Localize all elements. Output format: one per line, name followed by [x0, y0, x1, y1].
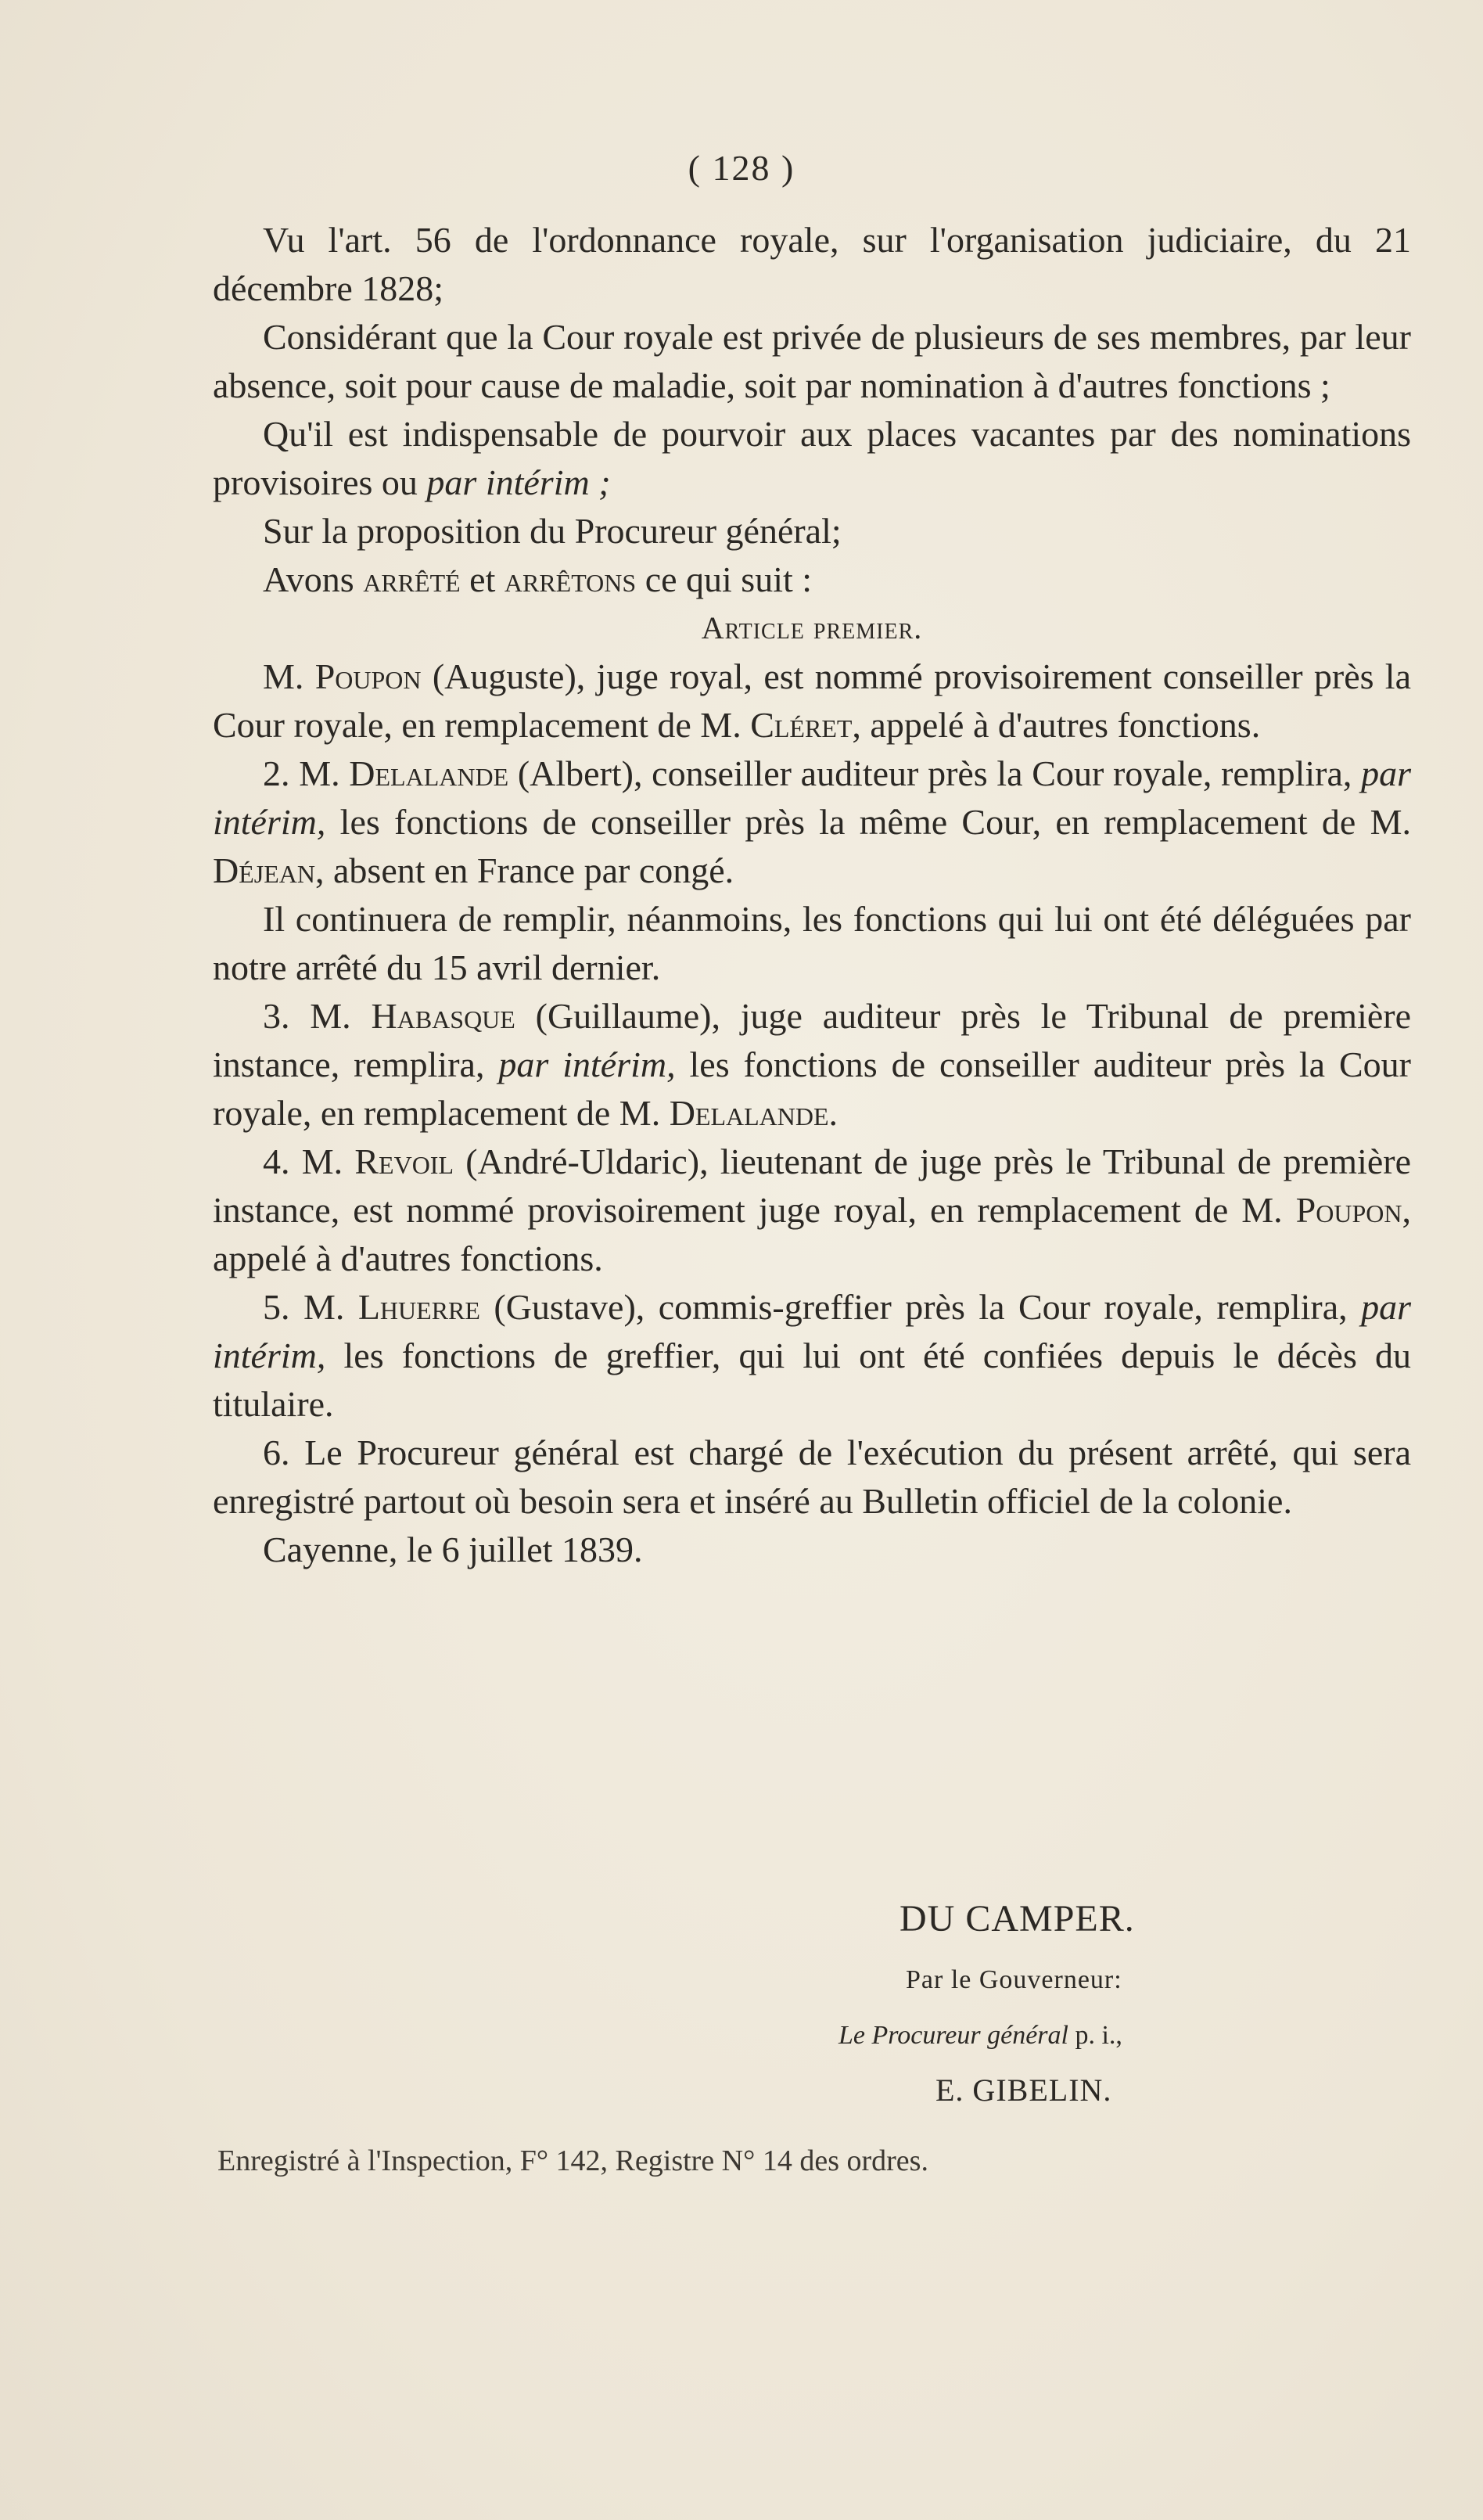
signature-gibelin: E. GIBELIN.: [935, 2072, 1112, 2108]
text-segment: et: [460, 559, 505, 599]
person-name: Poupon: [314, 656, 422, 696]
text-segment: , appelé à d'autres fonctions.: [852, 705, 1261, 745]
text-segment: (André-Uldaric), lieutenant de juge près le Tribunal de première instance, est nommé provisoirement juge royal, en remplacement de M.: [213, 1141, 1411, 1230]
procureur-suffix: p. i.,: [1068, 2021, 1122, 2050]
person-name: Revoil: [354, 1141, 454, 1181]
person-name: Delalande: [349, 753, 509, 793]
text-segment: 5. M.: [263, 1287, 358, 1327]
text-segment: , appelé à d'autres fonctions.: [213, 1190, 1411, 1278]
text-segment: les fonctions de conseiller près la même Cour, en remplacement de M.: [325, 802, 1411, 842]
text-segment: Qu'il est indispensable de pourvoir aux places vacantes par des nominations provisoires ou: [213, 414, 1411, 502]
document-body: [213, 216, 1411, 1574]
text-segment: les fonctions de greffier, qui lui ont été confiées depuis le décès du titulaire.: [213, 1335, 1411, 1424]
person-name: Déjean: [213, 850, 315, 890]
paragraph-proposition: Sur la proposition du Procureur général;: [263, 511, 842, 551]
text-segment: ce qui suit :: [636, 559, 813, 599]
article-2: [213, 750, 1411, 895]
italic-segment: par intérim,: [213, 1287, 1412, 1375]
text-segment: , absent en France par congé.: [315, 850, 734, 890]
text-segment: (Auguste), juge royal, est nommé provisoirement conseiller près la Cour royale, en remplacement de M.: [213, 656, 1412, 745]
article-6: 6. Le Procureur général est chargé de l'exécution du présent arrêté, qui sera enregistré partout où besoin sera et inséré au Bulletin officiel de la colonie.: [213, 1433, 1411, 1521]
date-line: Cayenne, le 6 juillet 1839.: [263, 1530, 643, 1569]
procureur-title: Le Procureur général: [838, 2021, 1068, 2050]
text-segment: les fonctions de conseiller auditeur près la Cour royale, en remplacement de M.: [213, 1044, 1412, 1133]
registry-note: Enregistré à l'Inspection, F° 142, Registre N° 14 des ordres.: [217, 2144, 928, 2177]
signature-name: DU CAMPER.: [899, 1898, 1135, 1939]
article-2-continuation: Il continuera de remplir, néanmoins, les fonctions qui lui ont été déléguées par notre arrêté du 15 avril dernier.: [213, 899, 1411, 987]
paragraph-considerant: Considérant que la Cour royale est privée de plusieurs de ses membres, par leur absence, soit pour cause de maladie, soit par nomination à d'autres fonctions ;: [213, 317, 1411, 405]
person-name: Cléret: [750, 705, 853, 745]
italic-segment: par intérim ;: [426, 462, 611, 502]
text-segment: 3. M.: [263, 996, 372, 1036]
article-1: [213, 652, 1411, 750]
text-segment: (Guillaume), juge auditeur près le Tribunal de première instance, remplira,: [213, 996, 1411, 1084]
article-heading: Article premier.: [701, 610, 923, 645]
signature-par-le: Par le Gouverneur:: [906, 1965, 1122, 1994]
text-segment: 4. M.: [263, 1141, 355, 1181]
italic-segment: par intérim,: [498, 1044, 676, 1084]
person-name: Poupon: [1295, 1190, 1402, 1230]
text-segment: M.: [263, 656, 315, 696]
person-name: Habasque: [371, 996, 515, 1036]
text-segment: Avons: [263, 559, 364, 599]
italic-segment: par intérim,: [213, 753, 1411, 842]
person-name: Lhuerre: [357, 1287, 480, 1327]
article-5: [213, 1283, 1411, 1429]
smallcaps-segment: arrêtons: [504, 559, 637, 599]
text-segment: (Gustave), commis-greffier près la Cour royale, remplira,: [479, 1287, 1362, 1327]
smallcaps-segment: arrêté: [363, 559, 461, 599]
paragraph-avons: [213, 555, 1411, 604]
page-number: ( 128 ): [688, 148, 795, 188]
text-segment: (Albert), conseiller auditeur près la Cour royale, remplira,: [508, 753, 1362, 793]
text-segment: 2. M.: [263, 753, 350, 793]
person-name: Delalande.: [669, 1093, 838, 1133]
article-3: [213, 992, 1411, 1138]
signature-procureur: [838, 2021, 1122, 2051]
paragraph-indispensable: [213, 410, 1411, 507]
paragraph-vu: Vu l'art. 56 de l'ordonnance royale, sur l'organisation judiciaire, du 21 décembre 1828;: [213, 220, 1411, 308]
article-4: [213, 1138, 1411, 1283]
